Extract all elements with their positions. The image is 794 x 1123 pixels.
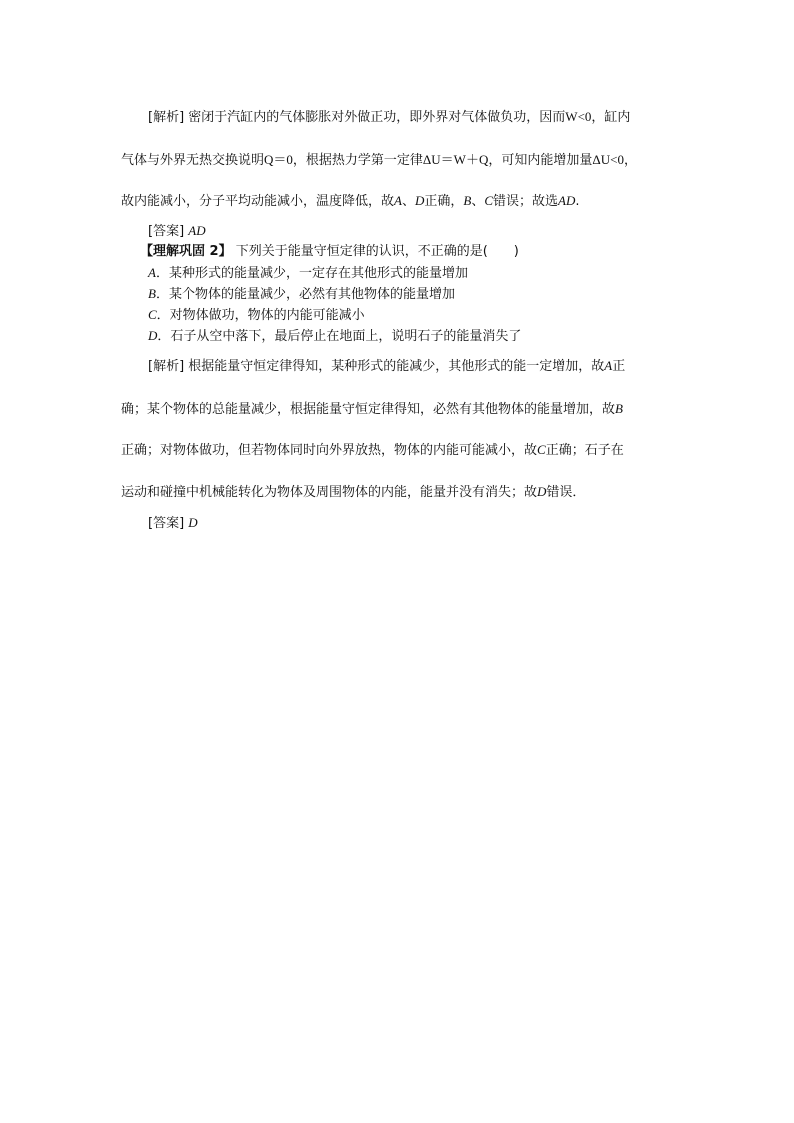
option-c xyxy=(148,306,365,325)
analysis-text: 运动和碰撞中机械能转化为物体及周围物体的内能，能量并没有消失；故 xyxy=(121,485,538,500)
option-text: ．对物体做功，物体的内能可能减小 xyxy=(156,308,365,323)
analysis-text: 正 xyxy=(612,359,626,374)
option-letter: C xyxy=(148,307,157,322)
option-text: ．某种形式的能量减少，一定存在其他形式的能量增加 xyxy=(155,266,468,281)
answer-line-1 xyxy=(148,222,206,241)
answer-tag: [答案] xyxy=(148,516,185,531)
analysis-tag: [解析] xyxy=(148,359,185,374)
formula-w: W<0 xyxy=(565,109,592,124)
analysis-tag: [解析] xyxy=(148,110,185,125)
option-d xyxy=(148,327,521,346)
analysis-text: 正确；对物体做功，但若物体同时向外界放热，物体的内能可能减小，故 xyxy=(121,443,538,458)
separator: 、 xyxy=(471,194,485,209)
formula-first-law: ΔU＝W＋Q xyxy=(422,152,489,167)
answer-line-2 xyxy=(148,514,198,533)
analysis-text: 正确；石子在 xyxy=(545,443,624,458)
analysis-text: 根据能量守恒定律得知，某种形式的能减少，其他形式的能一定增加，故 xyxy=(184,359,605,374)
analysis-text: ， xyxy=(623,153,637,168)
option-ref: C xyxy=(537,442,546,457)
option-ref: B xyxy=(463,193,472,208)
option-letter: D xyxy=(148,328,158,343)
formula-q: Q＝0 xyxy=(264,152,293,167)
option-letter: B xyxy=(148,286,156,301)
analysis-text: 密闭于汽缸内的气体膨胀对外做正功，即外界对气体做负功，因而 xyxy=(184,110,566,125)
option-b xyxy=(148,285,455,304)
option-ref: D xyxy=(537,484,547,499)
analysis-line-3 xyxy=(121,192,580,211)
question-stem-line xyxy=(140,243,519,261)
answer-value: D xyxy=(188,515,198,530)
analysis-text: 确；某个物体的总能量减少，根据能量守恒定律得知，必然有其他物体的能量增加，故 xyxy=(121,402,616,417)
analysis2-line-2 xyxy=(121,400,623,419)
answer-tag: [答案] xyxy=(148,224,185,239)
option-letter: A xyxy=(148,265,156,280)
analysis-text: ，缸内 xyxy=(591,110,631,125)
analysis-text: 错误． xyxy=(546,485,586,500)
analysis2-line-1 xyxy=(148,357,625,376)
answer-value: AD xyxy=(188,223,206,238)
option-ref: D xyxy=(414,193,425,208)
analysis-text: ，可知内能增加量 xyxy=(488,153,593,168)
option-ref: B xyxy=(615,401,623,416)
analysis-text: 气体与外界无热交换说明 xyxy=(121,153,265,168)
option-a xyxy=(148,264,468,283)
option-text: ．某个物体的能量减少，必然有其他物体的能量增加 xyxy=(155,287,455,302)
analysis-line-2 xyxy=(121,151,637,170)
analysis-line-1 xyxy=(148,108,630,127)
formula-delta-u: ΔU<0 xyxy=(592,152,624,167)
question-tag: 【理解巩固 2】 xyxy=(140,244,232,259)
separator: 、 xyxy=(401,194,415,209)
analysis-text: 故内能减小，分子平均动能减小，温度降低，故 xyxy=(121,194,395,209)
analysis-text: 错误；故选 xyxy=(493,194,559,209)
analysis2-line-4 xyxy=(121,483,585,502)
period: . xyxy=(575,194,580,209)
analysis2-line-3 xyxy=(121,441,624,460)
chosen-answer: AD xyxy=(558,193,576,208)
analysis-text: 正确， xyxy=(424,194,464,209)
question-stem: 下列关于能量守恒定律的认识，不正确的是( ) xyxy=(231,244,519,259)
option-text: ．石子从空中落下，最后停止在地面上，说明石子的能量消失了 xyxy=(157,329,522,344)
option-ref: A xyxy=(394,193,402,208)
option-ref: C xyxy=(484,193,494,208)
option-ref: A xyxy=(604,358,613,373)
analysis-text: ，根据热力学第一定律 xyxy=(292,153,423,168)
